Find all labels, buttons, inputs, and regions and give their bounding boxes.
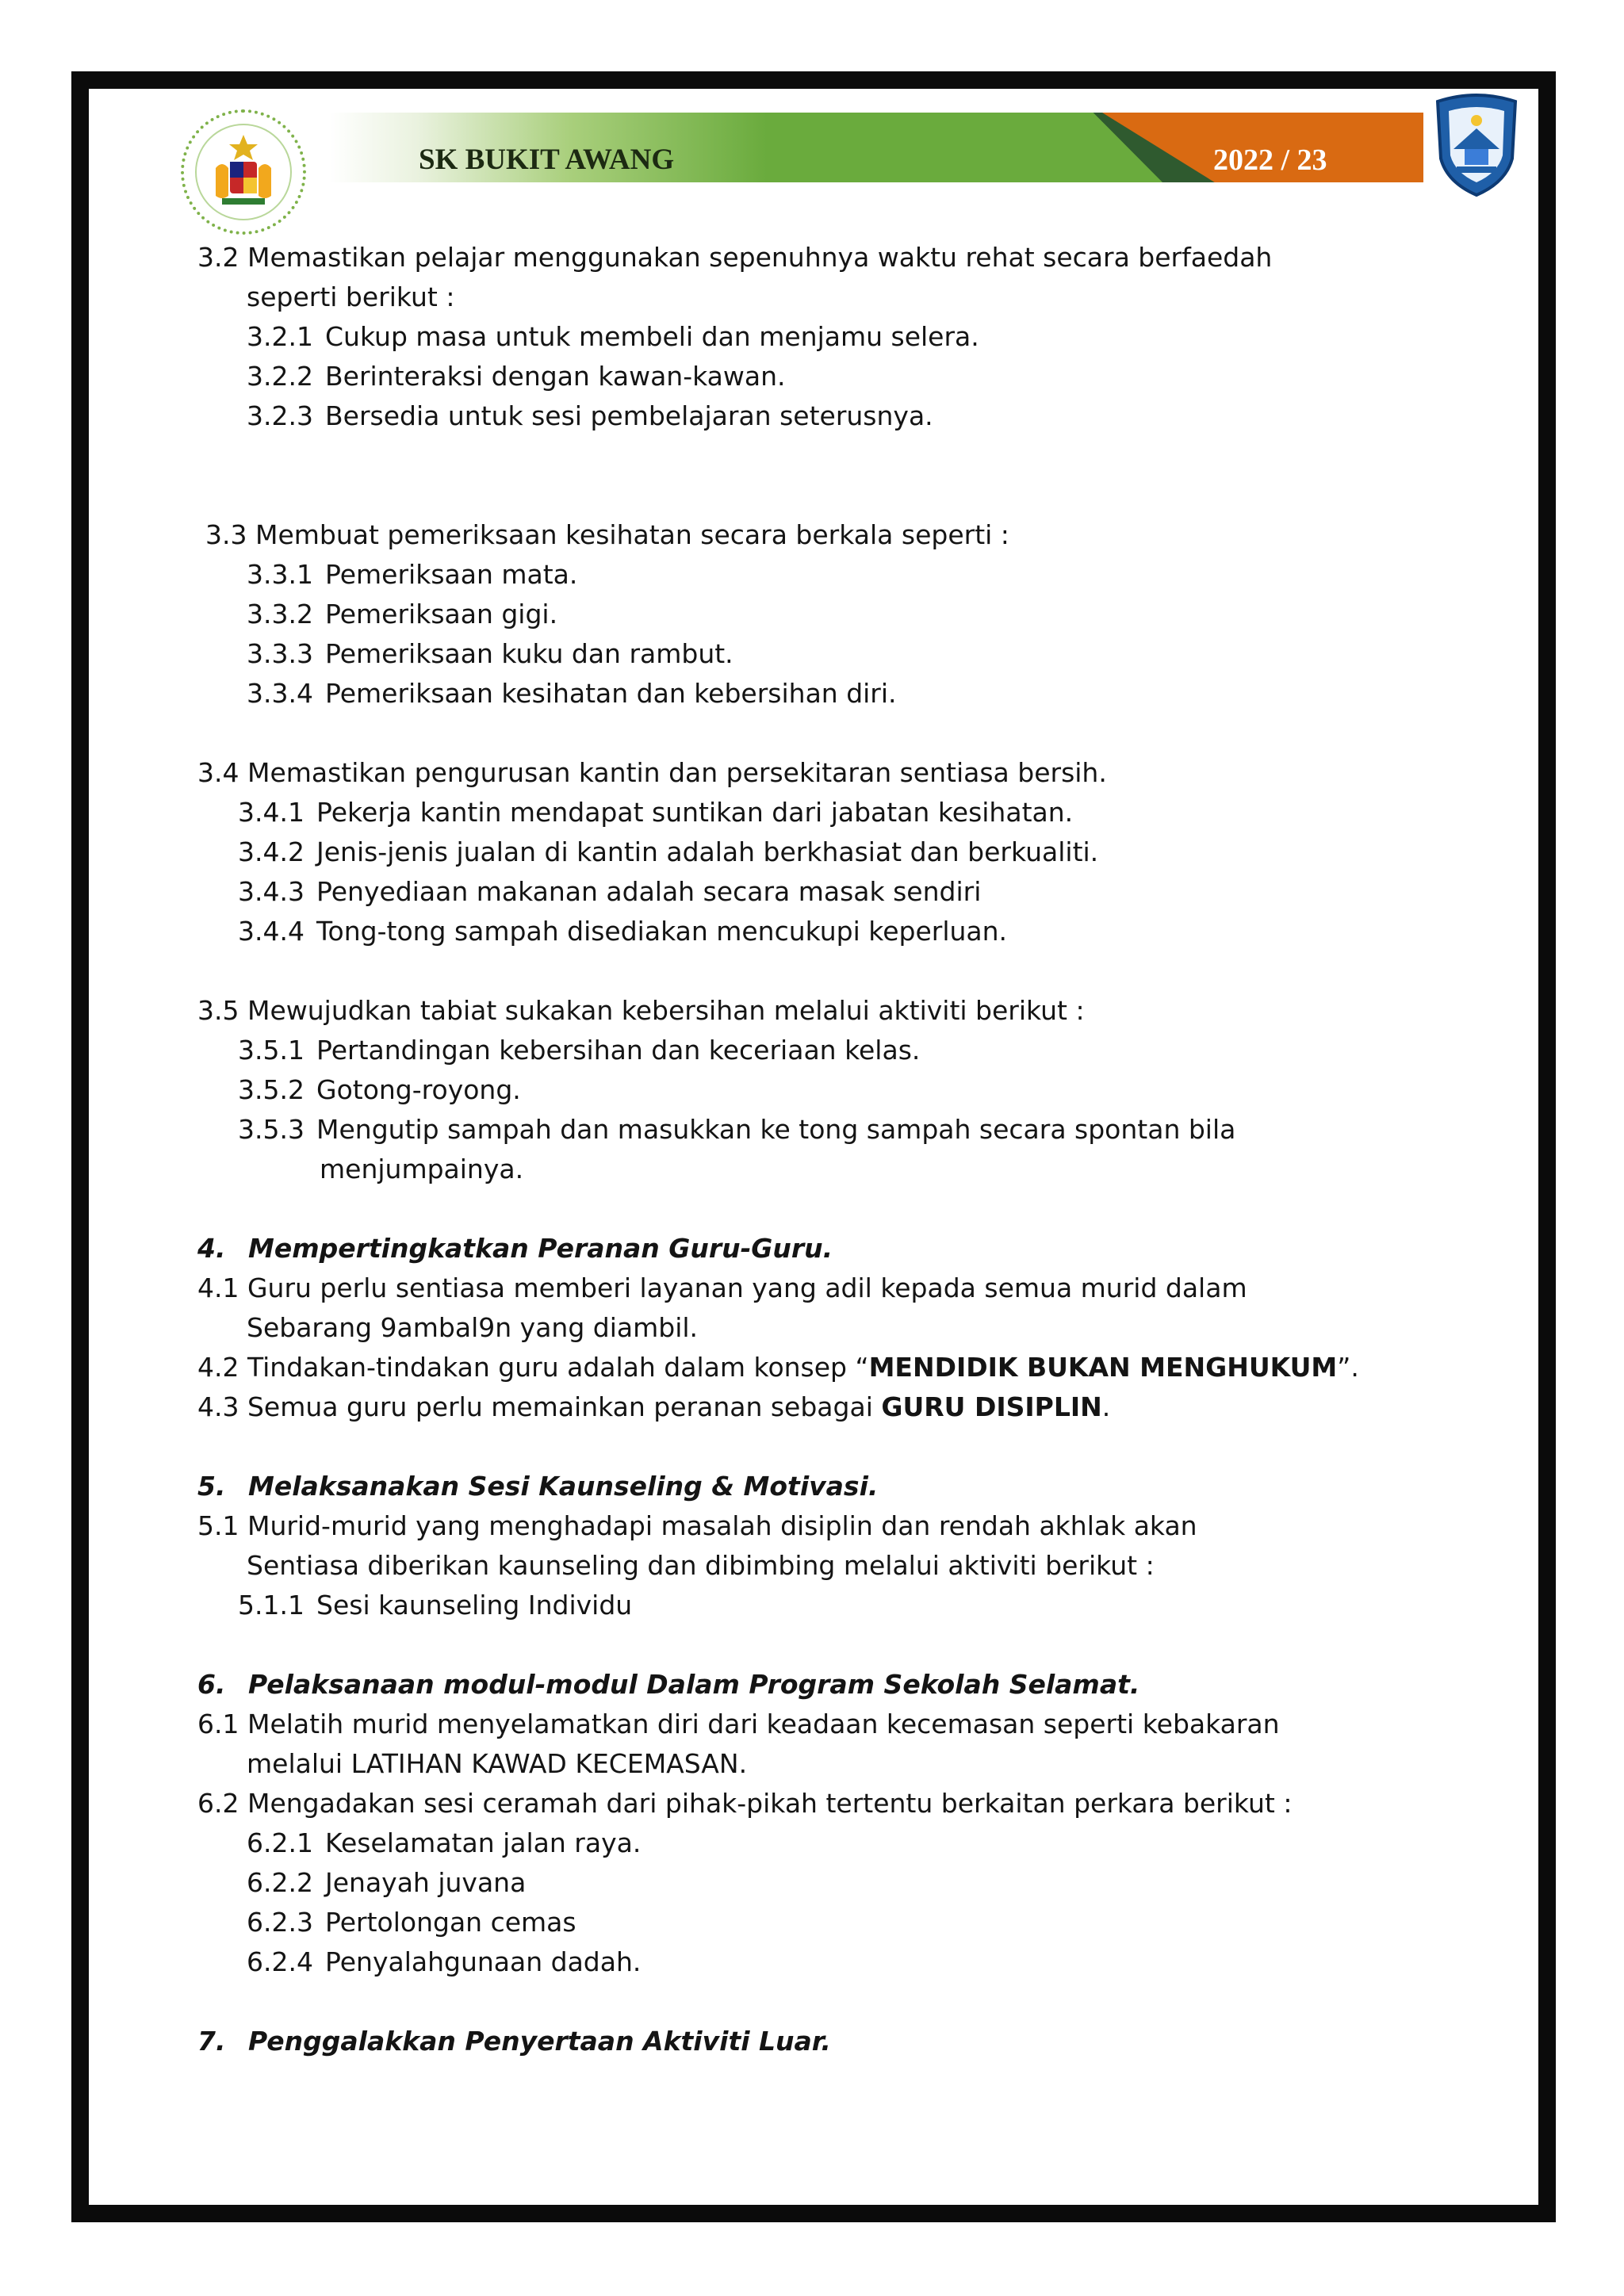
section-3-4-text: 3.4 Memastikan pengurusan kantin dan persekitaran sentiasa bersih. xyxy=(197,757,1107,788)
section-4-heading: 4. Mempertingkatkan Peranan Guru-Guru. xyxy=(197,1233,833,1264)
section-4-2-text: 4.2 Tindakan-tindakan guru adalah dalam konsep “MENDIDIK BUKAN MENGHUKUM”. xyxy=(197,1352,1359,1383)
list-item: 3.4.1 Pekerja kantin mendapat suntikan dari jabatan kesihatan. xyxy=(238,797,1074,828)
list-item: 3.2.2 Berinteraksi dengan kawan-kawan. xyxy=(247,361,786,392)
list-item: 3.4.4 Tong-tong sampah disediakan mencukupi keperluan. xyxy=(238,916,1008,947)
list-item: 5.1.1 Sesi kaunseling Individu xyxy=(238,1590,633,1621)
section-3-2-text: 3.2 Memastikan pelajar menggunakan sepenuhnya waktu rehat secara berfaedah xyxy=(197,242,1273,273)
section-6-heading: 6. Pelaksanaan modul-modul Dalam Program Sekolah Selamat. xyxy=(197,1669,1140,1700)
list-item: 3.3.3 Pemeriksaan kuku dan rambut. xyxy=(247,638,733,669)
list-item: 6.2.1 Keselamatan jalan raya. xyxy=(247,1827,642,1858)
list-item: 6.2.2 Jenayah juvana xyxy=(247,1867,527,1898)
list-item: 6.2.3 Pertolongan cemas xyxy=(247,1907,576,1938)
section-5-heading: 5. Melaksanakan Sesi Kaunseling & Motivasi. xyxy=(197,1471,879,1502)
section-4-1-text: 4.1 Guru perlu sentiasa memberi layanan yang adil kepada semua murid dalam xyxy=(197,1272,1247,1303)
school-crest-icon xyxy=(1430,87,1523,198)
malaysia-coat-of-arms-icon xyxy=(181,109,306,235)
page-border xyxy=(71,71,1556,2222)
list-item: 3.5.2 Gotong-royong. xyxy=(238,1074,521,1105)
section-3-5-text: 3.5 Mewujudkan tabiat sukakan kebersihan melalui aktiviti berikut : xyxy=(197,995,1085,1026)
section-6-1-text: 6.1 Melatih murid menyelamatkan diri dari keadaan kecemasan seperti kebakaran xyxy=(197,1709,1280,1739)
section-5-1-text: 5.1 Murid-murid yang menghadapi masalah disiplin dan rendah akhlak akan xyxy=(197,1510,1197,1541)
section-5-1-text-cont: Sentiasa diberikan kaunseling dan dibimbing melalui aktiviti berikut : xyxy=(247,1550,1155,1581)
section-6-1-text-cont: melalui LATIHAN KAWAD KECEMASAN. xyxy=(247,1748,748,1779)
list-item: 3.5.3 Mengutip sampah dan masukkan ke tong sampah secara spontan bila xyxy=(238,1114,1236,1145)
section-3-3-text: 3.3 Membuat pemeriksaan kesihatan secara berkala seperti : xyxy=(205,519,1009,550)
list-item: 3.3.2 Pemeriksaan gigi. xyxy=(247,599,558,629)
school-name: SK BUKIT AWANG xyxy=(419,144,675,176)
list-item: 3.3.4 Pemeriksaan kesihatan dan kebersihan diri. xyxy=(247,678,897,709)
section-3-2-text-cont: seperti berikut : xyxy=(247,281,455,312)
list-item-cont: menjumpainya. xyxy=(320,1154,524,1184)
section-4-1-text-cont: Sebarang 9ambal9n yang diambil. xyxy=(247,1312,699,1343)
list-item: 3.4.3 Penyediaan makanan adalah secara masak sendiri xyxy=(238,876,982,907)
list-item: 3.2.1 Cukup masa untuk membeli dan menjamu selera. xyxy=(247,321,979,352)
list-item: 3.5.1 Pertandingan kebersihan dan keceriaan kelas. xyxy=(238,1035,921,1066)
school-year: 2022 / 23 xyxy=(1213,144,1327,177)
section-6-2-text: 6.2 Mengadakan sesi ceramah dari pihak-pikah tertentu berkaitan perkara berikut : xyxy=(197,1788,1293,1819)
section-7-heading: 7. Penggalakkan Penyertaan Aktiviti Luar. xyxy=(197,2026,831,2057)
section-4-3-text: 4.3 Semua guru perlu memainkan peranan sebagai GURU DISIPLIN. xyxy=(197,1391,1111,1422)
list-item: 3.4.2 Jenis-jenis jualan di kantin adalah berkhasiat dan berkualiti. xyxy=(238,836,1099,867)
list-item: 3.2.3 Bersedia untuk sesi pembelajaran seterusnya. xyxy=(247,400,933,431)
list-item: 6.2.4 Penyalahgunaan dadah. xyxy=(247,1946,642,1977)
list-item: 3.3.1 Pemeriksaan mata. xyxy=(247,559,578,590)
